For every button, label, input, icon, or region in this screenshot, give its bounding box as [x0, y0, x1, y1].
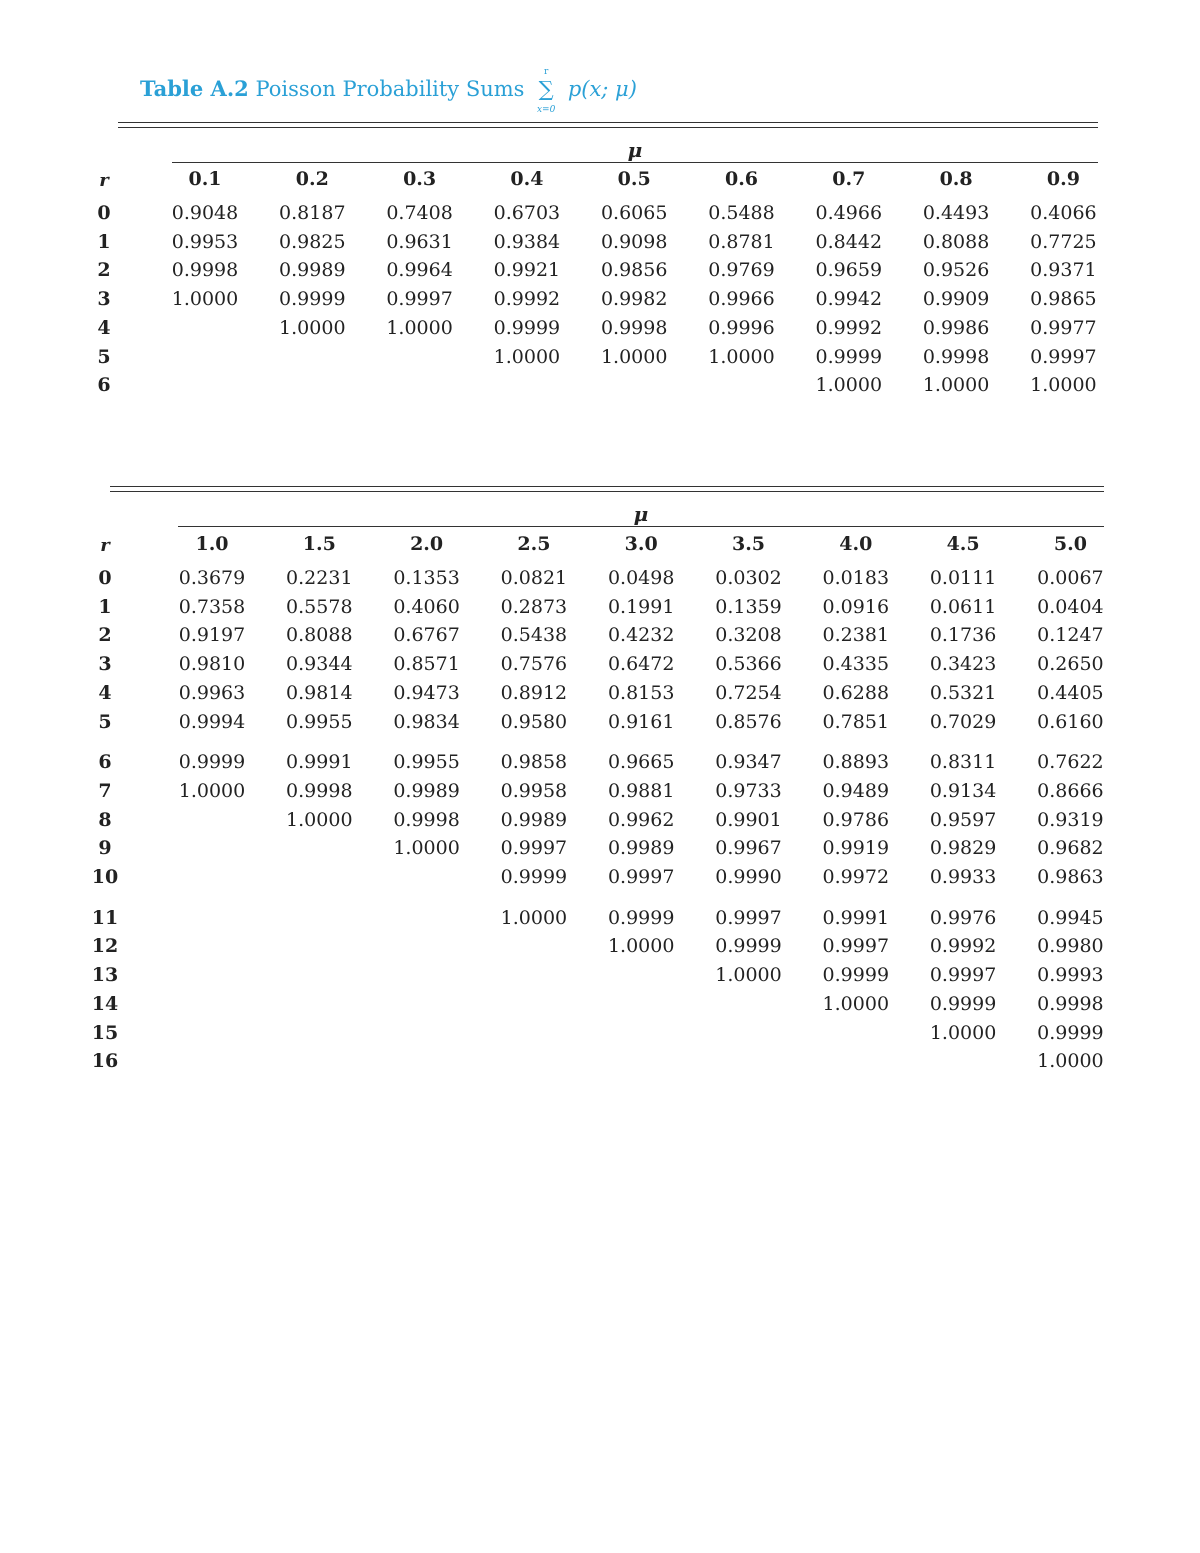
probability-cell: 0.9993 — [1037, 964, 1104, 987]
mu-column-header: 0.5 — [617, 168, 651, 190]
probability-cell: 0.9999 — [1037, 1021, 1104, 1044]
probability-cell: 0.9945 — [1037, 906, 1104, 929]
probability-cell: 0.2650 — [1037, 653, 1104, 676]
probability-cell: 0.2873 — [500, 595, 568, 618]
probability-cell: 0.9901 — [715, 808, 782, 831]
probability-cell: 0.9999 — [715, 935, 782, 958]
probability-cell: 0.9921 — [493, 259, 561, 282]
probability-cell: 0.8088 — [922, 230, 990, 253]
probability-cell: 0.9682 — [1037, 837, 1104, 860]
probability-cell: 0.9786 — [822, 808, 890, 831]
probability-cell: 0.9863 — [1037, 866, 1104, 888]
probability-cell: 0.3208 — [715, 624, 782, 647]
probability-cell: 0.1353 — [393, 567, 460, 589]
probability-cell: 0.9998 — [1037, 992, 1104, 1015]
probability-cell: 0.9810 — [178, 653, 246, 676]
probability-cell: 0.9997 — [822, 935, 890, 958]
probability-cell: 0.9977 — [1030, 316, 1097, 339]
probability-cell: 0.9962 — [607, 808, 675, 831]
mu-header: μ — [627, 138, 643, 162]
probability-cell: 0.1991 — [607, 595, 675, 618]
table-title — [140, 67, 637, 115]
probability-cell: 0.9997 — [500, 837, 568, 860]
probability-cell: 1.0000 — [929, 1021, 997, 1044]
probability-cell: 0.4966 — [815, 202, 883, 224]
probability-cell: 0.4493 — [922, 202, 990, 224]
probability-cell: 0.0183 — [822, 567, 890, 589]
probability-cell: 0.9933 — [929, 866, 997, 888]
probability-cell: 0.9997 — [607, 866, 675, 888]
probability-cell: 0.9992 — [493, 288, 561, 311]
probability-cell: 0.9048 — [171, 202, 239, 224]
probability-cell: 0.6065 — [600, 202, 668, 224]
probability-cell: 0.5488 — [708, 202, 775, 224]
row-r-value: 6 — [98, 751, 112, 774]
probability-cell: 0.9909 — [922, 288, 990, 311]
mu-column-header: 1.5 — [302, 533, 336, 555]
probability-cell: 0.9994 — [178, 710, 246, 733]
probability-cell: 0.9999 — [822, 964, 890, 987]
row-r-value: 1 — [98, 595, 112, 618]
probability-cell: 0.8893 — [822, 751, 890, 774]
probability-cell: 0.9989 — [607, 837, 675, 860]
probability-cell: 0.7622 — [1037, 751, 1104, 774]
r-column-header: r — [100, 535, 110, 556]
probability-cell: 0.9990 — [715, 866, 782, 888]
mu-column-header: 1.0 — [195, 533, 229, 555]
probability-cell: 0.9999 — [493, 316, 561, 339]
probability-cell: 0.9580 — [500, 710, 568, 733]
probability-cell: 0.0302 — [715, 567, 782, 589]
probability-cell: 1.0000 — [279, 316, 346, 339]
probability-cell: 0.9597 — [929, 808, 997, 831]
probability-cell: 0.9982 — [600, 288, 668, 311]
probability-cell: 0.8576 — [715, 710, 782, 733]
probability-cell: 0.5578 — [286, 595, 353, 618]
probability-cell: 0.9919 — [822, 837, 890, 860]
probability-cell: 1.0000 — [815, 374, 883, 397]
probability-cell: 0.9964 — [386, 259, 453, 282]
probability-cell: 1.0000 — [500, 906, 568, 929]
probability-cell: 0.9980 — [1037, 935, 1104, 958]
probability-cell: 0.9344 — [286, 653, 353, 676]
probability-cell: 0.9958 — [500, 779, 568, 802]
probability-cell: 0.9659 — [815, 259, 883, 282]
mu-header: μ — [633, 502, 649, 526]
row-r-value: 1 — [97, 230, 111, 253]
probability-cell: 0.0611 — [929, 595, 997, 618]
probability-cell: 0.9976 — [929, 906, 997, 929]
probability-cell: 0.9997 — [929, 964, 997, 987]
probability-cell: 0.7408 — [386, 202, 453, 224]
probability-cell: 0.6703 — [493, 202, 561, 224]
probability-cell: 0.7358 — [178, 595, 246, 618]
probability-cell: 0.0498 — [607, 567, 675, 589]
row-r-value: 5 — [97, 345, 111, 368]
probability-cell: 0.9997 — [1030, 345, 1097, 368]
probability-cell: 0.9769 — [708, 259, 775, 282]
probability-cell: 0.9371 — [1030, 259, 1097, 282]
probability-cell: 0.9998 — [600, 316, 668, 339]
probability-cell: 0.5366 — [715, 653, 782, 676]
probability-cell: 0.9825 — [279, 230, 346, 253]
probability-cell: 0.9134 — [929, 779, 997, 802]
r-column-header: r — [99, 170, 109, 191]
row-r-value: 15 — [91, 1021, 119, 1044]
probability-cell: 0.7725 — [1030, 230, 1097, 253]
probability-cell: 0.9999 — [500, 866, 568, 888]
table-top-rule-second — [118, 127, 1098, 128]
mu-column-header: 3.0 — [624, 533, 658, 555]
probability-cell: 1.0000 — [171, 288, 239, 311]
probability-cell: 0.9197 — [178, 624, 246, 647]
probability-cell: 0.9991 — [822, 906, 890, 929]
probability-cell: 0.9347 — [715, 751, 782, 774]
mu-column-header: 0.3 — [403, 168, 437, 190]
probability-cell: 0.2231 — [286, 567, 353, 589]
table-top-rule — [110, 486, 1104, 487]
row-r-value: 7 — [98, 779, 112, 802]
probability-cell: 0.9992 — [815, 316, 883, 339]
probability-cell: 0.9473 — [393, 681, 460, 704]
row-r-value: 11 — [91, 906, 119, 929]
probability-cell: 1.0000 — [286, 808, 353, 831]
probability-cell: 0.1736 — [929, 624, 997, 647]
row-r-value: 4 — [98, 681, 112, 704]
probability-cell: 0.9858 — [500, 751, 568, 774]
probability-cell: 1.0000 — [393, 837, 460, 860]
probability-cell: 0.8571 — [393, 653, 460, 676]
probability-cell: 0.4335 — [822, 653, 890, 676]
mu-column-header: 3.5 — [731, 533, 766, 555]
probability-cell: 0.9998 — [171, 259, 239, 282]
probability-cell: 1.0000 — [493, 345, 561, 368]
probability-cell: 0.9999 — [178, 751, 246, 774]
row-r-value: 4 — [97, 316, 111, 339]
probability-cell: 0.9881 — [607, 779, 675, 802]
probability-cell: 0.9998 — [286, 779, 353, 802]
probability-cell: 0.9992 — [929, 935, 997, 958]
probability-cell: 0.8088 — [286, 624, 353, 647]
mu-column-header: 5.0 — [1053, 533, 1087, 555]
probability-cell: 0.9997 — [715, 906, 782, 929]
probability-cell: 0.4060 — [393, 595, 460, 618]
probability-cell: 0.8311 — [929, 751, 997, 774]
mu-column-header: 4.5 — [946, 533, 980, 555]
probability-cell: 0.7576 — [500, 653, 568, 676]
mu-underline — [178, 526, 1104, 527]
summation-symbol — [531, 67, 561, 115]
probability-cell: 0.9998 — [393, 808, 460, 831]
probability-cell: 0.9665 — [607, 751, 675, 774]
probability-cell: 0.9997 — [386, 288, 453, 311]
probability-cell: 0.3679 — [178, 567, 246, 589]
row-r-value: 9 — [98, 837, 112, 860]
probability-cell: 1.0000 — [715, 964, 782, 987]
probability-cell: 1.0000 — [607, 935, 675, 958]
probability-cell: 0.9998 — [922, 345, 990, 368]
probability-cell: 0.9834 — [393, 710, 460, 733]
probability-cell: 0.0111 — [929, 567, 997, 589]
probability-cell: 0.9967 — [715, 837, 782, 860]
row-r-value: 2 — [97, 259, 111, 282]
probability-cell: 0.9829 — [929, 837, 997, 860]
table-title-formula: p(x; μ) — [567, 77, 637, 101]
probability-cell: 0.9986 — [922, 316, 990, 339]
row-r-value: 3 — [97, 288, 111, 311]
probability-cell: 0.9856 — [600, 259, 668, 282]
probability-cell: 0.9989 — [279, 259, 346, 282]
probability-cell: 0.9384 — [493, 230, 561, 253]
probability-cell: 1.0000 — [708, 345, 775, 368]
mu-column-header: 0.4 — [510, 168, 544, 190]
probability-cell: 0.9955 — [393, 751, 460, 774]
mu-column-header: 0.7 — [832, 168, 866, 190]
probability-cell: 0.9319 — [1037, 808, 1104, 831]
probability-cell: 0.9631 — [386, 230, 453, 253]
probability-cell: 0.9966 — [708, 288, 775, 311]
mu-column-header: 4.0 — [839, 533, 873, 555]
probability-cell: 1.0000 — [1037, 1050, 1104, 1073]
row-r-value: 0 — [97, 202, 111, 224]
probability-cell: 0.6767 — [393, 624, 460, 647]
probability-cell: 0.6160 — [1037, 710, 1104, 733]
probability-cell: 0.0821 — [500, 567, 568, 589]
table-top-rule — [118, 122, 1098, 123]
probability-cell: 0.8153 — [607, 681, 675, 704]
probability-cell: 0.9963 — [178, 681, 246, 704]
table-top-rule-second — [110, 491, 1104, 492]
probability-cell: 0.9989 — [393, 779, 460, 802]
probability-cell: 0.3423 — [929, 653, 997, 676]
probability-cell: 0.9991 — [286, 751, 353, 774]
probability-cell: 0.9989 — [500, 808, 568, 831]
probability-cell: 0.0404 — [1037, 595, 1104, 618]
probability-cell: 0.9999 — [815, 345, 883, 368]
probability-cell: 0.9814 — [286, 681, 353, 704]
row-r-value: 10 — [91, 866, 119, 888]
mu-column-header: 2.0 — [410, 533, 444, 555]
row-r-value: 2 — [98, 624, 112, 647]
row-r-value: 6 — [97, 374, 111, 397]
probability-cell: 0.9942 — [815, 288, 883, 311]
row-r-value: 13 — [91, 964, 119, 987]
probability-cell: 0.9489 — [822, 779, 890, 802]
row-r-value: 14 — [91, 992, 119, 1015]
probability-cell: 1.0000 — [386, 316, 453, 339]
probability-cell: 0.7851 — [822, 710, 890, 733]
probability-cell: 0.8442 — [815, 230, 883, 253]
probability-cell: 0.1247 — [1037, 624, 1104, 647]
mu-column-header: 2.5 — [517, 533, 551, 555]
probability-cell: 0.5438 — [500, 624, 568, 647]
row-r-value: 12 — [91, 935, 119, 958]
mu-column-header: 0.9 — [1046, 168, 1080, 190]
summation-upper-limit: r — [543, 67, 549, 77]
mu-column-header: 0.2 — [295, 168, 329, 190]
mu-underline — [172, 162, 1098, 163]
row-r-value: 0 — [98, 567, 112, 589]
summation-sign: ∑ — [538, 77, 554, 101]
row-r-value: 3 — [98, 653, 112, 676]
probability-cell: 1.0000 — [922, 374, 990, 397]
probability-cell: 0.6472 — [607, 653, 675, 676]
probability-cell: 0.4066 — [1030, 202, 1097, 224]
probability-cell: 0.9526 — [922, 259, 990, 282]
probability-cell: 0.9161 — [607, 710, 675, 733]
mu-column-header: 0.1 — [188, 168, 222, 190]
probability-cell: 0.9972 — [822, 866, 890, 888]
probability-cell: 0.2381 — [822, 624, 890, 647]
probability-cell: 0.9098 — [600, 230, 668, 253]
probability-cell: 0.9999 — [279, 288, 346, 311]
probability-cell: 1.0000 — [1030, 374, 1097, 397]
row-r-value: 5 — [98, 710, 112, 733]
probability-cell: 1.0000 — [178, 779, 246, 802]
probability-cell: 0.8187 — [279, 202, 346, 224]
probability-cell: 0.0916 — [822, 595, 890, 618]
probability-cell: 0.7254 — [715, 681, 782, 704]
probability-cell: 1.0000 — [822, 992, 890, 1015]
probability-cell: 0.9955 — [286, 710, 353, 733]
mu-column-header: 0.8 — [939, 168, 973, 190]
probability-cell: 0.4405 — [1037, 681, 1104, 704]
table-title-text: Poisson Probability Sums — [255, 77, 525, 101]
row-r-value: 8 — [98, 808, 112, 831]
probability-cell: 0.4232 — [607, 624, 675, 647]
probability-cell: 0.8912 — [500, 681, 568, 704]
probability-cell: 0.0067 — [1037, 567, 1104, 589]
probability-cell: 0.7029 — [929, 710, 997, 733]
row-r-value: 16 — [91, 1050, 119, 1073]
probability-cell: 0.9953 — [171, 230, 239, 253]
probability-cell: 0.9865 — [1030, 288, 1097, 311]
probability-cell: 0.8781 — [708, 230, 775, 253]
probability-cell: 0.9996 — [708, 316, 775, 339]
mu-column-header: 0.6 — [724, 168, 759, 190]
probability-cell: 0.9999 — [607, 906, 675, 929]
probability-cell: 0.8666 — [1037, 779, 1104, 802]
probability-cell: 0.1359 — [715, 595, 782, 618]
table-title-label: Table A.2 — [140, 76, 249, 101]
probability-cell: 1.0000 — [600, 345, 668, 368]
probability-cell: 0.6288 — [822, 681, 890, 704]
probability-cell: 0.5321 — [929, 681, 997, 704]
probability-cell: 0.9733 — [715, 779, 782, 802]
probability-cell: 0.9999 — [929, 992, 997, 1015]
summation-lower-limit: x=0 — [536, 105, 556, 115]
